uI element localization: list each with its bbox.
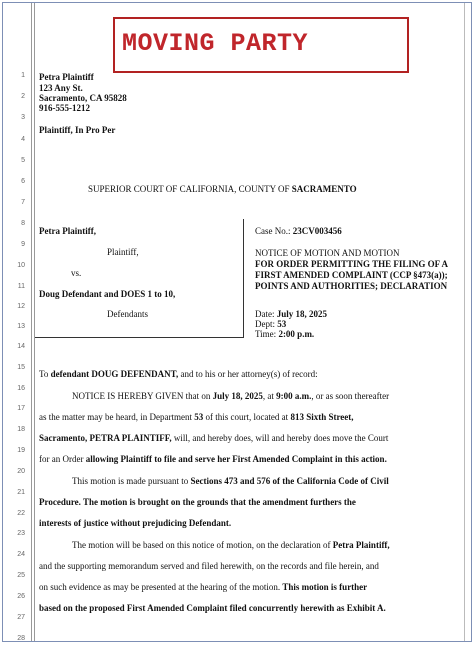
body-p2-line1 — [72, 476, 389, 487]
caption-plaintiff-role: Plaintiff, — [107, 247, 139, 257]
line-number: 8 — [21, 220, 25, 227]
p1-dept: 53 — [194, 412, 204, 422]
p3-a: The motion will be based on this notice of motion, on the declaration of — [72, 540, 333, 550]
p1-a: NOTICE IS HEREBY GIVEN that on — [72, 391, 213, 401]
line-number: 13 — [17, 323, 25, 330]
case-number — [255, 226, 342, 237]
p1-line3-rest: will, and hereby does, will and hereby does move the Court — [171, 433, 389, 443]
court-title-prefix: SUPERIOR COURT OF CALIFORNIA, COUNTY OF — [88, 184, 292, 194]
body-p2-line2: Procedure. The motion is brought on the grounds that the amendment furthers the — [39, 497, 356, 507]
body-to-prefix: To — [39, 369, 51, 379]
p1-line4-bold: allowing Plaintiff to file and serve her First Amended Complaint in this action. — [85, 454, 387, 464]
hearing-time — [255, 329, 314, 340]
header-city: Sacramento, CA 95828 — [39, 93, 127, 103]
p1-time: 9:00 a.m. — [276, 391, 312, 401]
line-number: 22 — [17, 510, 25, 517]
p1-line2-a: as the matter may be heard, in Department — [39, 412, 195, 422]
line-number: 20 — [17, 468, 25, 475]
document-title — [255, 248, 455, 292]
line-number: 12 — [17, 303, 25, 310]
body-p3-line1 — [72, 540, 390, 551]
line-number: 6 — [21, 178, 25, 185]
caption-plaintiff: Petra Plaintiff, — [39, 226, 96, 236]
caption-defendant-role: Defendants — [107, 309, 148, 319]
p1-date: July 18, 2025 — [212, 391, 263, 401]
body-p1-line2 — [39, 412, 354, 423]
court-county: SACRAMENTO — [291, 184, 357, 194]
caption-vs: vs. — [71, 268, 82, 278]
caption-divider — [243, 219, 244, 337]
body-p1-line4 — [39, 454, 387, 465]
case-number-value: 23CV003456 — [292, 226, 342, 236]
header-role: Plaintiff, In Pro Per — [39, 125, 116, 135]
body-p2-line3: interests of justice without prejudicing Defendant. — [39, 518, 232, 528]
line-number: 1 — [21, 72, 25, 79]
line-number: 18 — [17, 426, 25, 433]
p1-b: , at — [262, 391, 277, 401]
case-number-label: Case No.: — [255, 226, 293, 236]
line-number: 4 — [21, 136, 25, 143]
body-p3-line2: and the supporting memorandum served and filed herewith, on the records and file herein, and — [39, 561, 379, 571]
body-to-bold: defendant DOUG DEFENDANT, — [50, 369, 179, 379]
p1-line3-bold: Sacramento, PETRA PLAINTIFF, — [39, 433, 172, 443]
line-number: 11 — [17, 283, 25, 290]
p1-line2-b: of this court, located at — [203, 412, 291, 422]
body-p1-line3 — [39, 433, 388, 444]
body-to-suffix: and to his or her attorney(s) of record: — [178, 369, 318, 379]
line-number: 5 — [21, 157, 25, 164]
body-p1-line1 — [72, 391, 389, 402]
caption-bottom-rule — [35, 337, 244, 338]
line-number: 2 — [21, 93, 25, 100]
line-number: 24 — [17, 551, 25, 558]
line-number: 28 — [17, 635, 25, 642]
p1-addr: 813 Sixth Street, — [290, 412, 354, 422]
line-number: 15 — [17, 364, 25, 371]
line-number: 26 — [17, 593, 25, 600]
hearing-time-value: 2:00 p.m. — [278, 329, 315, 339]
line-number: 25 — [17, 572, 25, 579]
line-number: 9 — [21, 241, 25, 248]
hearing-date-label: Date: — [255, 309, 277, 319]
stamp-text: MOVING PARTY — [122, 29, 309, 58]
line-number: 7 — [21, 199, 25, 206]
line-number: 27 — [17, 614, 25, 621]
body-to-line — [39, 369, 318, 380]
p1-line4-a: for an Order — [39, 454, 86, 464]
caption-defendant: Doug Defendant and DOES 1 to 10, — [39, 289, 176, 299]
p3-name: Petra Plaintiff, — [332, 540, 390, 550]
hearing-dept-value: 53 — [277, 319, 287, 329]
line-number: 19 — [17, 447, 25, 454]
line-number: 17 — [17, 405, 25, 412]
right-margin-rule — [464, 3, 465, 641]
p3-line3-a: on such evidence as may be presented at the hearing of the motion. — [39, 582, 283, 592]
moving-party-stamp — [113, 17, 409, 73]
line-number: 23 — [17, 530, 25, 537]
line-number: 21 — [17, 489, 25, 496]
p1-c: , or as soon thereafter — [311, 391, 390, 401]
line-number: 10 — [17, 262, 25, 269]
line-number: 16 — [17, 385, 25, 392]
document-title-bold: FOR ORDER PERMITTING THE FILING OF A FIRST AMENDED COMPLAINT (CCP §473(a)); POINTS AND AUTHORITIES; DECLARATION — [255, 259, 448, 291]
left-margin-rule-inner — [34, 3, 35, 641]
body-p3-line4: based on the proposed First Amended Complaint filed concurrently herewith as Exhibit A. — [39, 603, 386, 613]
left-margin-rule — [31, 3, 32, 641]
body-p3-line3 — [39, 582, 367, 593]
line-number: 14 — [17, 343, 25, 350]
hearing-time-label: Time: — [255, 329, 279, 339]
p3-line3-bold: This motion is further — [282, 582, 368, 592]
document-page — [2, 2, 472, 642]
p2-a: This motion is made pursuant to — [72, 476, 191, 486]
document-title-line1: NOTICE OF MOTION AND MOTION — [255, 248, 400, 258]
p2-bold1: Sections 473 and 576 of the California Code of Civil — [190, 476, 389, 486]
header-phone: 916-555-1212 — [39, 103, 90, 113]
header-name: Petra Plaintiff — [39, 72, 94, 82]
line-number: 3 — [21, 114, 25, 121]
header-street: 123 Any St. — [39, 83, 83, 93]
hearing-date-value: July 18, 2025 — [276, 309, 328, 319]
hearing-dept-label: Dept: — [255, 319, 278, 329]
court-title — [88, 184, 357, 195]
